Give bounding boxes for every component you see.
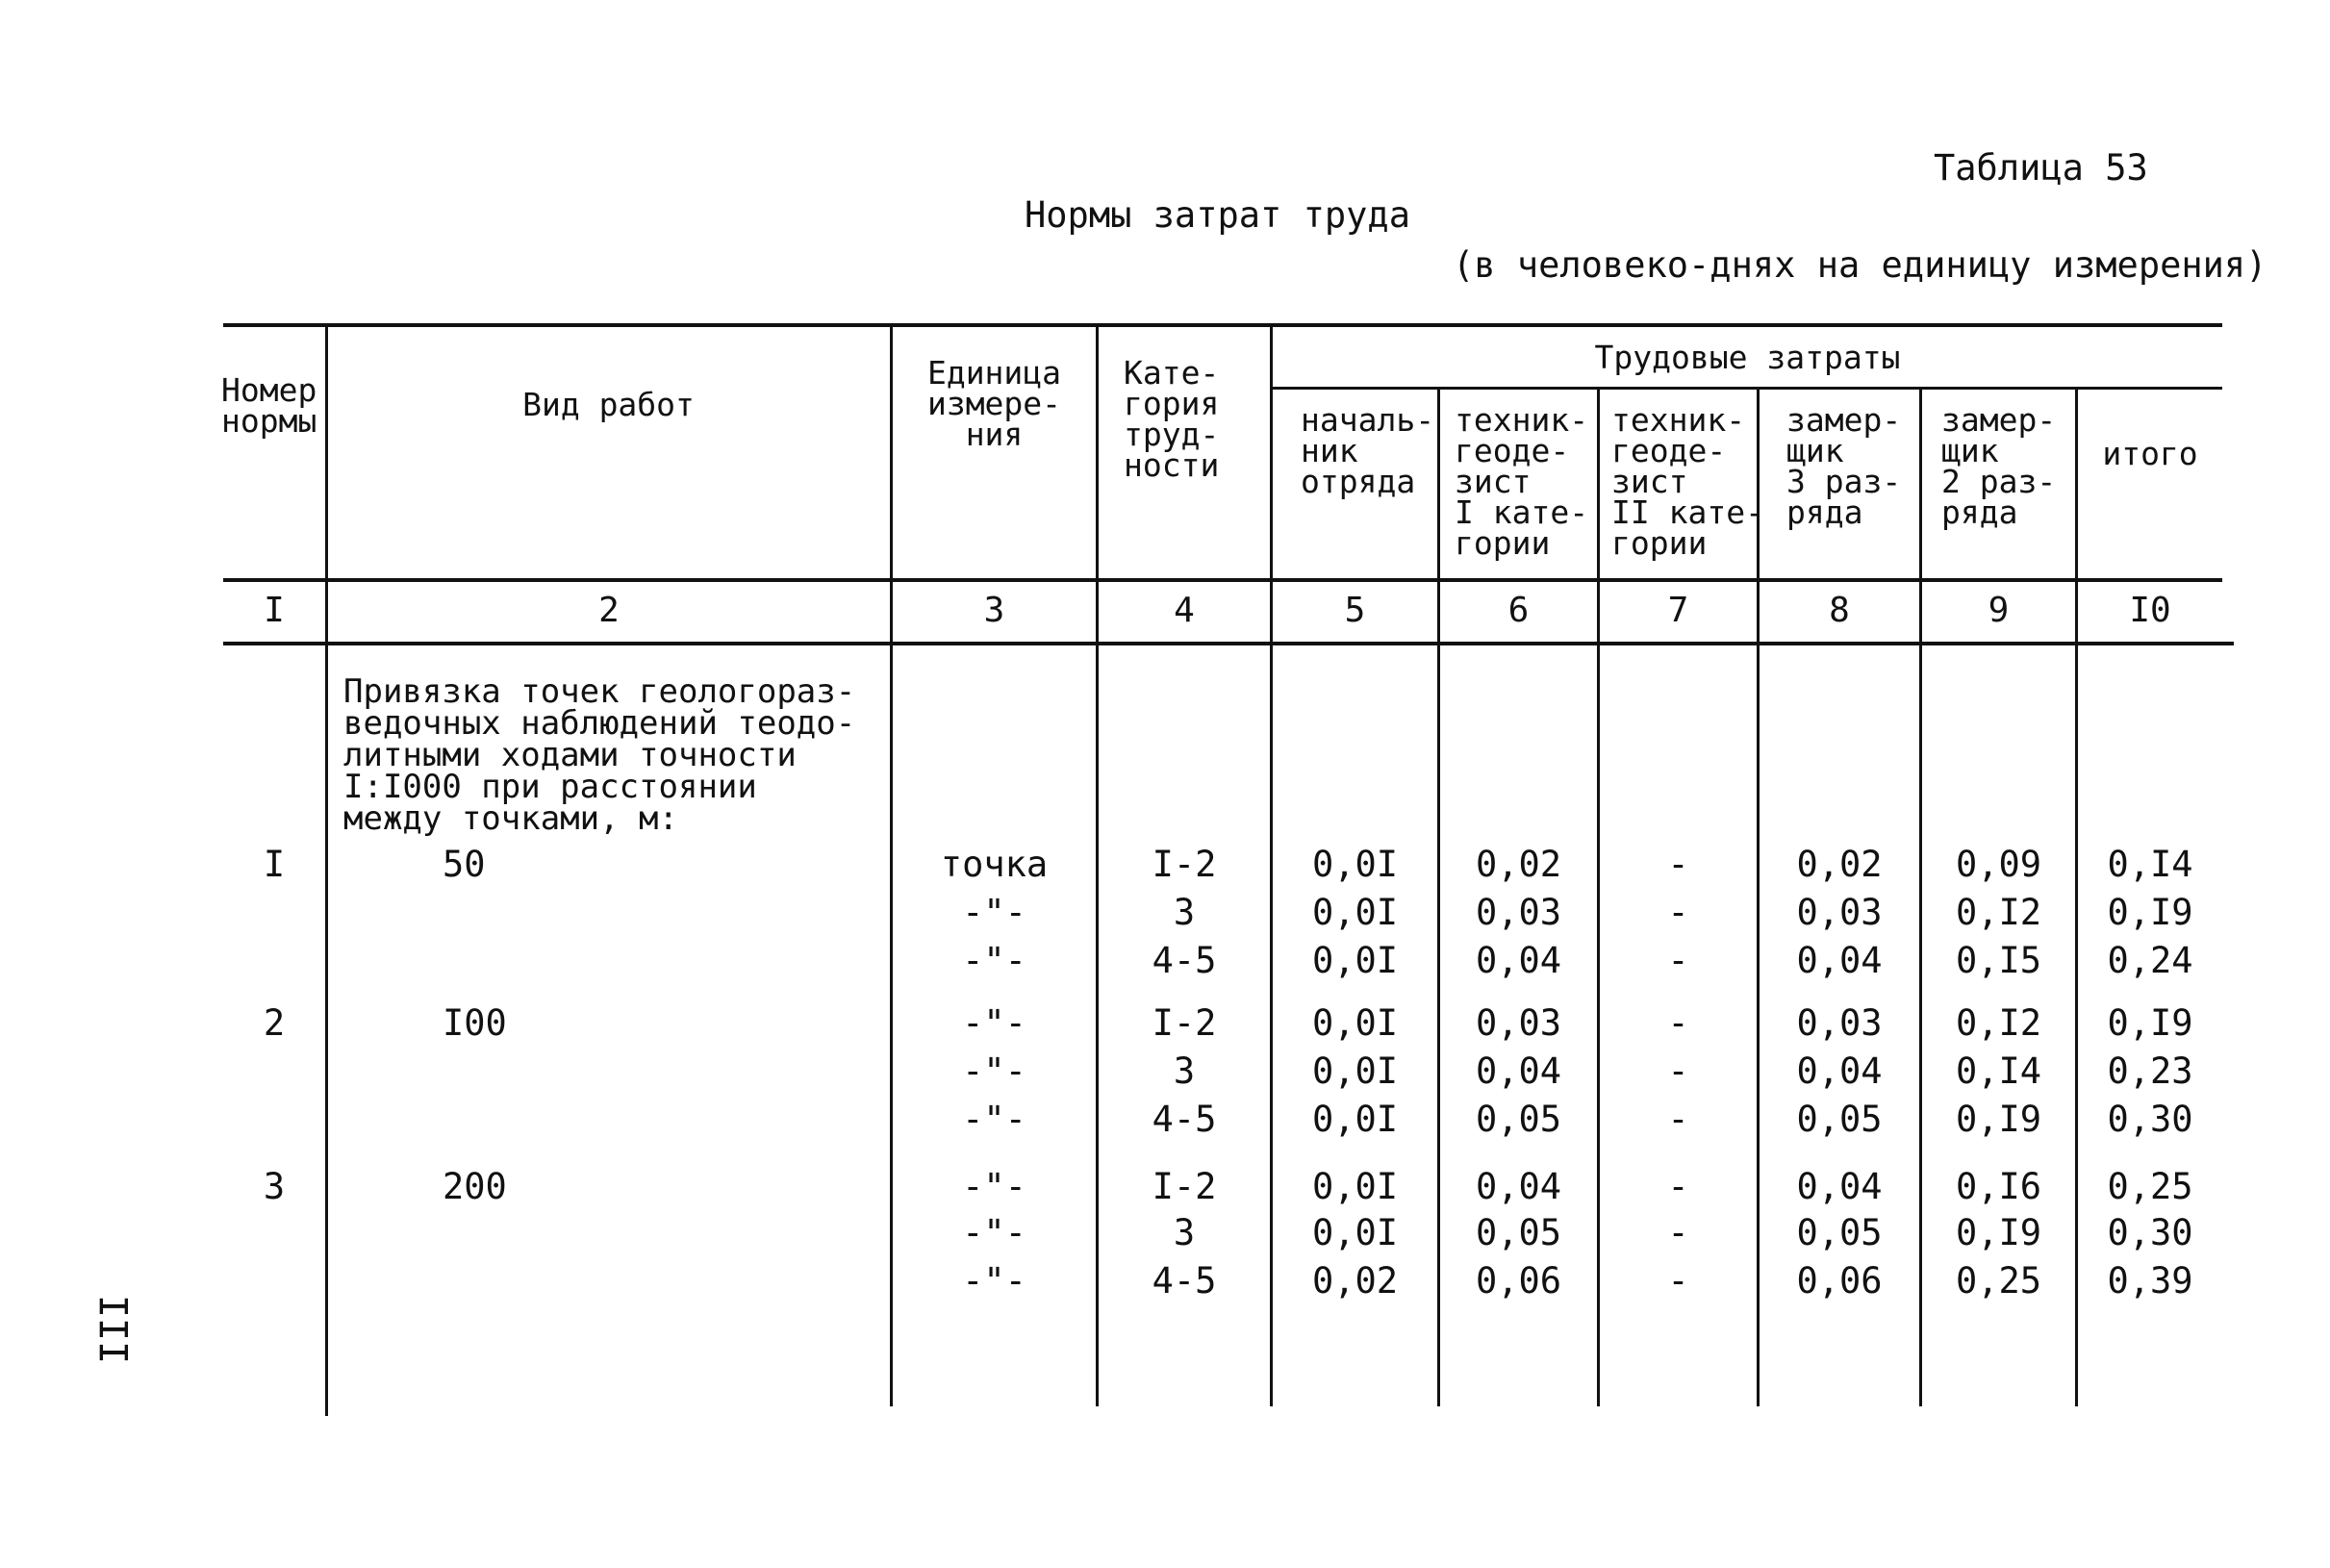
tech1-value-cell: 0,03 <box>1475 1002 1562 1044</box>
tech2-value-cell: - <box>1667 1002 1689 1044</box>
column-number: 4 <box>1174 591 1195 630</box>
gauger2-value-cell: 0,I6 <box>1955 1166 2042 1207</box>
total-value-cell: 0,30 <box>2107 1099 2193 1140</box>
tech1-value-cell: 0,06 <box>1475 1260 1562 1302</box>
gauger2-value-cell: 0,I9 <box>1955 1212 2042 1253</box>
gauger2-value-cell: 0,I2 <box>1955 1002 2042 1044</box>
tech2-value-cell: - <box>1667 940 1689 981</box>
column-number: 5 <box>1344 591 1366 630</box>
tech1-value-cell: 0,02 <box>1475 844 1562 885</box>
gauger2-value-cell: 0,I2 <box>1955 892 2042 933</box>
gauger3-value-cell: 0,06 <box>1796 1260 1883 1302</box>
norm-number-cell: 3 <box>263 1166 286 1207</box>
chief-value-cell: 0,0I <box>1311 1099 1399 1140</box>
table-top-rule <box>223 323 2222 327</box>
gauger3-value-cell: 0,03 <box>1796 1002 1883 1044</box>
tech1-value-cell: 0,05 <box>1475 1212 1562 1253</box>
chief-value-cell: 0,0I <box>1311 1002 1399 1044</box>
gauger2-value-cell: 0,25 <box>1955 1260 2042 1302</box>
tech1-value-cell: 0,04 <box>1475 940 1562 981</box>
header-technician-cat2: техник- геоде- зист II кате- гории <box>1611 401 1764 562</box>
total-value-cell: 0,23 <box>2107 1050 2193 1092</box>
tech2-value-cell: - <box>1667 1260 1689 1302</box>
unit-cell: -"- <box>962 1050 1026 1092</box>
norm-number-cell: 2 <box>263 1002 286 1044</box>
unit-cell: -"- <box>962 1166 1026 1207</box>
unit-cell: -"- <box>962 940 1026 981</box>
tech2-value-cell: - <box>1667 1050 1689 1092</box>
gauger3-value-cell: 0,05 <box>1796 1099 1883 1140</box>
column-number: I0 <box>2129 591 2171 630</box>
tech1-value-cell: 0,03 <box>1475 892 1562 933</box>
header-total: итого <box>2102 435 2198 472</box>
gauger2-value-cell: 0,I4 <box>1955 1050 2042 1092</box>
unit-cell: -"- <box>962 1099 1026 1140</box>
chief-value-cell: 0,02 <box>1311 1260 1399 1302</box>
gauger3-value-cell: 0,04 <box>1796 1050 1883 1092</box>
norm-number-cell: I <box>263 844 286 885</box>
group-header-rule <box>1270 387 2222 390</box>
header-squad-chief: началь- ник отряда <box>1301 401 1435 500</box>
unit-cell: -"- <box>962 892 1026 933</box>
total-value-cell: 0,I4 <box>2107 844 2193 885</box>
column-number: 6 <box>1507 591 1530 630</box>
header-bottom-rule <box>223 578 2222 582</box>
table-subtitle: (в человеко-днях на единицу измерения) <box>1453 244 2267 286</box>
column-number: 9 <box>1988 591 2010 630</box>
total-value-cell: 0,25 <box>2107 1166 2193 1207</box>
chief-value-cell: 0,0I <box>1311 1212 1399 1253</box>
category-cell: 3 <box>1173 1212 1196 1253</box>
chief-value-cell: 0,0I <box>1311 940 1399 981</box>
table-label: Таблица 53 <box>1934 147 2148 189</box>
tech1-value-cell: 0,04 <box>1475 1050 1562 1092</box>
column-number: 3 <box>983 591 1005 630</box>
work-description: Привязка точек геологораз- ведочных наблюдений теодо- литными ходами точности I:I000 при расстоянии между точками, м: <box>343 672 856 838</box>
chief-value-cell: 0,0I <box>1311 892 1399 933</box>
distance-cell: 50 <box>443 844 486 885</box>
header-gauger-2: замер- щик 2 раз- ряда <box>1941 401 2057 531</box>
column-number: 2 <box>598 591 620 630</box>
category-cell: 4-5 <box>1152 1099 1217 1140</box>
tech2-value-cell: - <box>1667 1166 1689 1207</box>
header-category: Кате- гория труд- ности <box>1124 354 1220 484</box>
unit-cell: -"- <box>962 1260 1026 1302</box>
total-value-cell: 0,39 <box>2107 1260 2193 1302</box>
chief-value-cell: 0,0I <box>1311 1166 1399 1207</box>
header-unit: Единица измере- ния <box>926 354 1062 453</box>
tech2-value-cell: - <box>1667 1099 1689 1140</box>
tech2-value-cell: - <box>1667 844 1689 885</box>
distance-cell: 200 <box>443 1166 507 1207</box>
total-value-cell: 0,I9 <box>2107 1002 2193 1044</box>
gauger2-value-cell: 0,I5 <box>1955 940 2042 981</box>
gauger2-value-cell: 0,I9 <box>1955 1099 2042 1140</box>
total-value-cell: 0,30 <box>2107 1212 2193 1253</box>
gauger3-value-cell: 0,02 <box>1796 844 1883 885</box>
column-number: 8 <box>1829 591 1850 630</box>
category-cell: I-2 <box>1152 1166 1217 1207</box>
chief-value-cell: 0,0I <box>1311 844 1399 885</box>
category-cell: 3 <box>1173 1050 1196 1092</box>
unit-cell: -"- <box>962 1212 1026 1253</box>
distance-cell: I00 <box>443 1002 507 1044</box>
unit-cell: точка <box>940 844 1049 885</box>
column-number-rule <box>223 642 2234 645</box>
column-divider <box>325 324 328 1416</box>
total-value-cell: 0,24 <box>2107 940 2193 981</box>
header-gauger-3: замер- щик 3 раз- ряда <box>1786 401 1902 531</box>
tech2-value-cell: - <box>1667 892 1689 933</box>
gauger3-value-cell: 0,04 <box>1796 940 1883 981</box>
table-title: Нормы затрат труда <box>1025 194 1410 236</box>
header-work-type: Вид работ <box>522 386 695 423</box>
header-norm-number: Номер нормы <box>221 371 317 440</box>
category-cell: 4-5 <box>1152 1260 1217 1302</box>
header-labor-costs: Трудовые затраты <box>1594 339 1901 376</box>
category-cell: 3 <box>1173 892 1196 933</box>
category-cell: I-2 <box>1152 1002 1217 1044</box>
total-value-cell: 0,I9 <box>2107 892 2193 933</box>
unit-cell: -"- <box>962 1002 1026 1044</box>
category-cell: I-2 <box>1152 844 1217 885</box>
chief-value-cell: 0,0I <box>1311 1050 1399 1092</box>
gauger2-value-cell: 0,09 <box>1955 844 2042 885</box>
header-technician-cat1: техник- геоде- зист I кате- гории <box>1455 401 1589 562</box>
tech2-value-cell: - <box>1667 1212 1689 1253</box>
column-number: I <box>264 591 285 630</box>
gauger3-value-cell: 0,04 <box>1796 1166 1883 1207</box>
page-number: III <box>93 1294 138 1364</box>
column-number: 7 <box>1667 591 1689 630</box>
gauger3-value-cell: 0,05 <box>1796 1212 1883 1253</box>
category-cell: 4-5 <box>1152 940 1217 981</box>
gauger3-value-cell: 0,03 <box>1796 892 1883 933</box>
tech1-value-cell: 0,05 <box>1475 1099 1562 1140</box>
tech1-value-cell: 0,04 <box>1475 1166 1562 1207</box>
